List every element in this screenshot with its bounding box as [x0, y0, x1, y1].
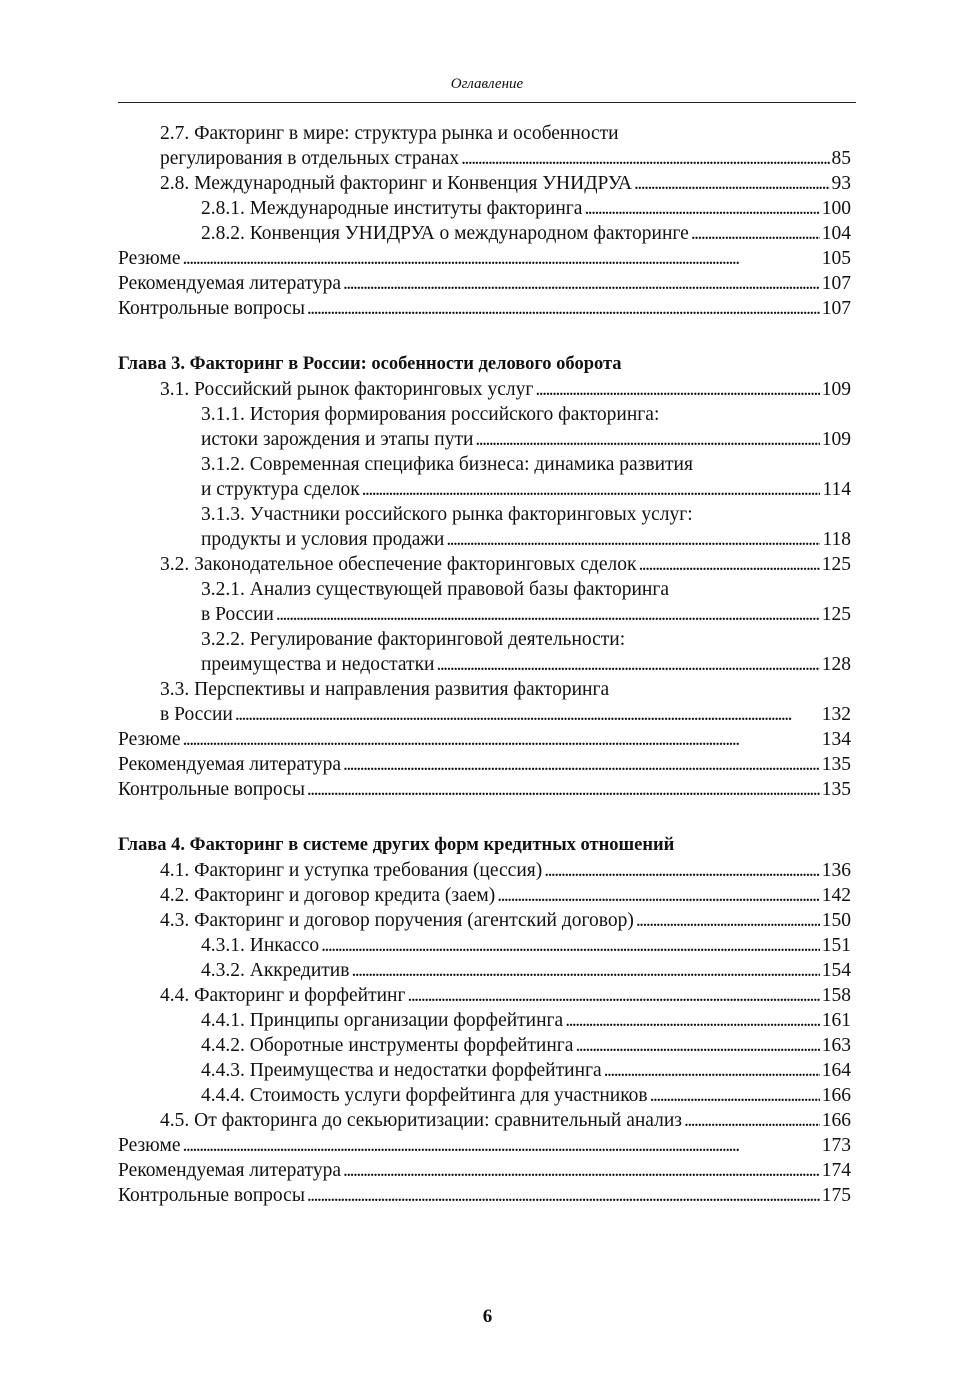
toc-entry-title: 2.8.1. Международные институты факторинга: [201, 198, 583, 219]
toc-entry[interactable]: [118, 246, 851, 271]
toc-page-number: 109: [821, 429, 851, 450]
dot-leader: [181, 246, 820, 271]
dot-leader: [602, 1058, 820, 1083]
toc-entry-title: 4.5. От факторинга до секьюритизации: сравнительный анализ: [160, 1110, 682, 1131]
dot-leader: [305, 1183, 820, 1208]
dot-leader: [405, 983, 819, 1008]
table-of-contents: [118, 121, 851, 1208]
dot-leader: [181, 727, 820, 752]
toc-entry[interactable]: [118, 146, 851, 171]
dot-leader: [305, 777, 820, 802]
toc-entry-line[interactable]: [118, 452, 851, 477]
toc-entry[interactable]: [118, 777, 851, 802]
toc-page-number: 100: [821, 198, 851, 219]
toc-entry-title: 4.4.2. Оборотные инструменты форфейтинга: [201, 1035, 574, 1056]
toc-entry[interactable]: [118, 221, 851, 246]
toc-entry[interactable]: [118, 196, 851, 221]
toc-entry[interactable]: [118, 1008, 851, 1033]
toc-entry[interactable]: [118, 1083, 851, 1108]
dot-leader: [444, 527, 820, 552]
toc-entry-title: в России: [201, 604, 274, 625]
toc-entry-line[interactable]: [118, 502, 851, 527]
toc-page-number: 150: [821, 910, 851, 931]
dot-leader: [689, 221, 820, 246]
toc-entry-title: Рекомендуемая литература: [118, 273, 341, 294]
toc-entry-title: 3.2.1. Анализ существующей правовой базы факторинга: [201, 579, 670, 600]
dot-leader: [473, 427, 819, 452]
toc-page-number: 174: [821, 1160, 851, 1181]
dot-leader: [573, 1033, 819, 1058]
dot-leader: [233, 702, 820, 727]
toc-entry-title: преимущества и недостатки: [201, 654, 435, 675]
dot-leader: [319, 933, 820, 958]
toc-page-number: 164: [821, 1060, 851, 1081]
dot-leader: [632, 171, 829, 196]
toc-entry-title: истоки зарождения и этапы пути: [201, 429, 474, 450]
toc-entry-line[interactable]: [118, 121, 851, 146]
toc-page-number: 125: [821, 554, 851, 575]
toc-entry-title: 3.1.3. Участники российского рынка факторинговых услуг:: [201, 504, 693, 525]
toc-entry-title: 3.2. Законодательное обеспечение факторинговых сделок: [160, 554, 637, 575]
dot-leader: [181, 1133, 820, 1158]
toc-entry-title: 2.8.2. Конвенция УНИДРУА о международном факторинге: [201, 223, 689, 244]
toc-entry[interactable]: [118, 933, 851, 958]
toc-entry-title: 3.2.2. Регулирование факторинговой деятельности:: [201, 629, 626, 650]
dot-leader: [434, 652, 819, 677]
toc-page-number: 135: [821, 754, 851, 775]
toc-page-number: 175: [821, 1185, 851, 1206]
toc-entry[interactable]: [118, 883, 851, 908]
toc-entry-line[interactable]: [118, 402, 851, 427]
toc-page-number: 132: [821, 704, 851, 725]
toc-entry[interactable]: [118, 602, 851, 627]
dot-leader: [341, 752, 820, 777]
toc-page-number: 125: [821, 604, 851, 625]
toc-page-number: 105: [821, 248, 851, 269]
toc-page-number: 128: [821, 654, 851, 675]
dot-leader: [360, 477, 821, 502]
toc-entry-title: 4.3. Факторинг и договор поручения (агентский договор): [160, 910, 634, 931]
chapter-heading: Глава 3. Факторинг в России: особенности делового оборота: [118, 354, 622, 374]
toc-entry[interactable]: [118, 477, 851, 502]
toc-entry-title: 4.4.3. Преимущества и недостатки форфейтинга: [201, 1060, 602, 1081]
toc-page-number: 135: [821, 779, 851, 800]
chapter-heading: Глава 4. Факторинг в системе других форм кредитных отношений: [118, 835, 675, 855]
toc-page-number: 118: [822, 529, 851, 550]
toc-entry-title: 2.7. Факторинг в мире: структура рынка и особенности: [160, 123, 619, 144]
toc-page-number: 107: [821, 298, 851, 319]
toc-entry[interactable]: [118, 983, 851, 1008]
toc-entry[interactable]: [118, 1058, 851, 1083]
toc-entry-title: 4.4.4. Стоимость услуги форфейтинга для участников: [201, 1085, 648, 1106]
toc-entry-title: Контрольные вопросы: [118, 1185, 305, 1206]
toc-page-number: 93: [831, 173, 851, 194]
toc-page-number: 166: [821, 1085, 851, 1106]
dot-leader: [582, 196, 819, 221]
toc-entry[interactable]: [118, 752, 851, 777]
toc-entry-title: Рекомендуемая литература: [118, 754, 341, 775]
toc-entry-title: Резюме: [118, 1135, 181, 1156]
toc-page-number: 107: [821, 273, 851, 294]
toc-entry[interactable]: [118, 552, 851, 577]
toc-entry[interactable]: [118, 727, 851, 752]
running-header: Оглавление: [450, 76, 524, 92]
page-number: 6: [482, 1306, 493, 1327]
toc-entry-title: 3.1. Российский рынок факторинговых услуг: [160, 379, 534, 400]
toc-entry[interactable]: [118, 1033, 851, 1058]
toc-page-number: 134: [821, 729, 851, 750]
toc-page-number: 173: [821, 1135, 851, 1156]
toc-entry[interactable]: [118, 858, 851, 883]
toc-page-number: 161: [821, 1010, 851, 1031]
toc-entry[interactable]: [118, 296, 851, 321]
toc-page-number: 85: [831, 148, 851, 169]
toc-entry[interactable]: [118, 652, 851, 677]
dot-leader: [349, 958, 819, 983]
toc-entry-title: 4.3.2. Аккредитив: [201, 960, 350, 981]
dot-leader: [636, 552, 819, 577]
toc-page-number: 151: [821, 935, 851, 956]
dot-leader: [634, 908, 820, 933]
toc-entry-title: Резюме: [118, 248, 181, 269]
toc-entry-line[interactable]: [118, 577, 851, 602]
toc-entry[interactable]: [118, 908, 851, 933]
toc-entry-title: продукты и условия продажи: [201, 529, 445, 550]
dot-leader: [459, 146, 829, 171]
toc-entry[interactable]: [118, 1108, 851, 1133]
toc-entry-title: 4.2. Факторинг и договор кредита (заем): [160, 885, 496, 906]
dot-leader: [542, 858, 820, 883]
toc-page-number: 158: [821, 985, 851, 1006]
toc-page-number: 154: [821, 960, 851, 981]
toc-entry-line[interactable]: [118, 677, 851, 702]
toc-entry-line[interactable]: [118, 627, 851, 652]
toc-entry-title: 3.1.2. Современная специфика бизнеса: динамика развития: [201, 454, 693, 475]
toc-entry-title: 2.8. Международный факторинг и Конвенция УНИДРУА: [160, 173, 633, 194]
dot-leader: [495, 883, 820, 908]
toc-entry[interactable]: [118, 1158, 851, 1183]
toc-entry-title: 3.1.1. История формирования российского факторинга:: [201, 404, 660, 425]
dot-leader: [533, 377, 819, 402]
header-rule: [118, 102, 856, 103]
toc-page-number: 109: [821, 379, 851, 400]
dot-leader: [648, 1083, 820, 1108]
toc-entry-title: регулирования в отдельных странах: [160, 148, 460, 169]
dot-leader: [341, 271, 820, 296]
toc-page-number: 142: [821, 885, 851, 906]
toc-entry-title: Рекомендуемая литература: [118, 1160, 341, 1181]
toc-entry[interactable]: [118, 1183, 851, 1208]
toc-entry[interactable]: [118, 958, 851, 983]
toc-entry[interactable]: [118, 271, 851, 296]
dot-leader: [305, 296, 820, 321]
toc-page-number: 166: [821, 1110, 851, 1131]
toc-entry-title: Контрольные вопросы: [118, 298, 305, 319]
dot-leader: [274, 602, 820, 627]
toc-page-number: 163: [821, 1035, 851, 1056]
toc-entry[interactable]: [118, 171, 851, 196]
dot-leader: [341, 1158, 820, 1183]
toc-entry-title: 4.1. Факторинг и уступка требования (цессия): [160, 860, 543, 881]
toc-page-number: 104: [821, 223, 851, 244]
dot-leader: [682, 1108, 820, 1133]
toc-page-number: 136: [821, 860, 851, 881]
toc-entry-title: Контрольные вопросы: [118, 779, 305, 800]
toc-entry[interactable]: [118, 702, 851, 727]
toc-entry-title: в России: [160, 704, 233, 725]
toc-entry-title: 3.3. Перспективы и направления развития факторинга: [160, 679, 610, 700]
dot-leader: [563, 1008, 820, 1033]
toc-entry-title: Резюме: [118, 729, 181, 750]
toc-entry-title: и структура сделок: [201, 479, 360, 500]
toc-entry-title: 4.3.1. Инкассо: [201, 935, 320, 956]
toc-entry[interactable]: [118, 1133, 851, 1158]
toc-entry[interactable]: [118, 427, 851, 452]
toc-entry[interactable]: [118, 527, 851, 552]
toc-page-number: 114: [822, 479, 851, 500]
toc-entry-title: 4.4. Факторинг и форфейтинг: [160, 985, 406, 1006]
toc-entry[interactable]: [118, 377, 851, 402]
toc-entry-title: 4.4.1. Принципы организации форфейтинга: [201, 1010, 564, 1031]
